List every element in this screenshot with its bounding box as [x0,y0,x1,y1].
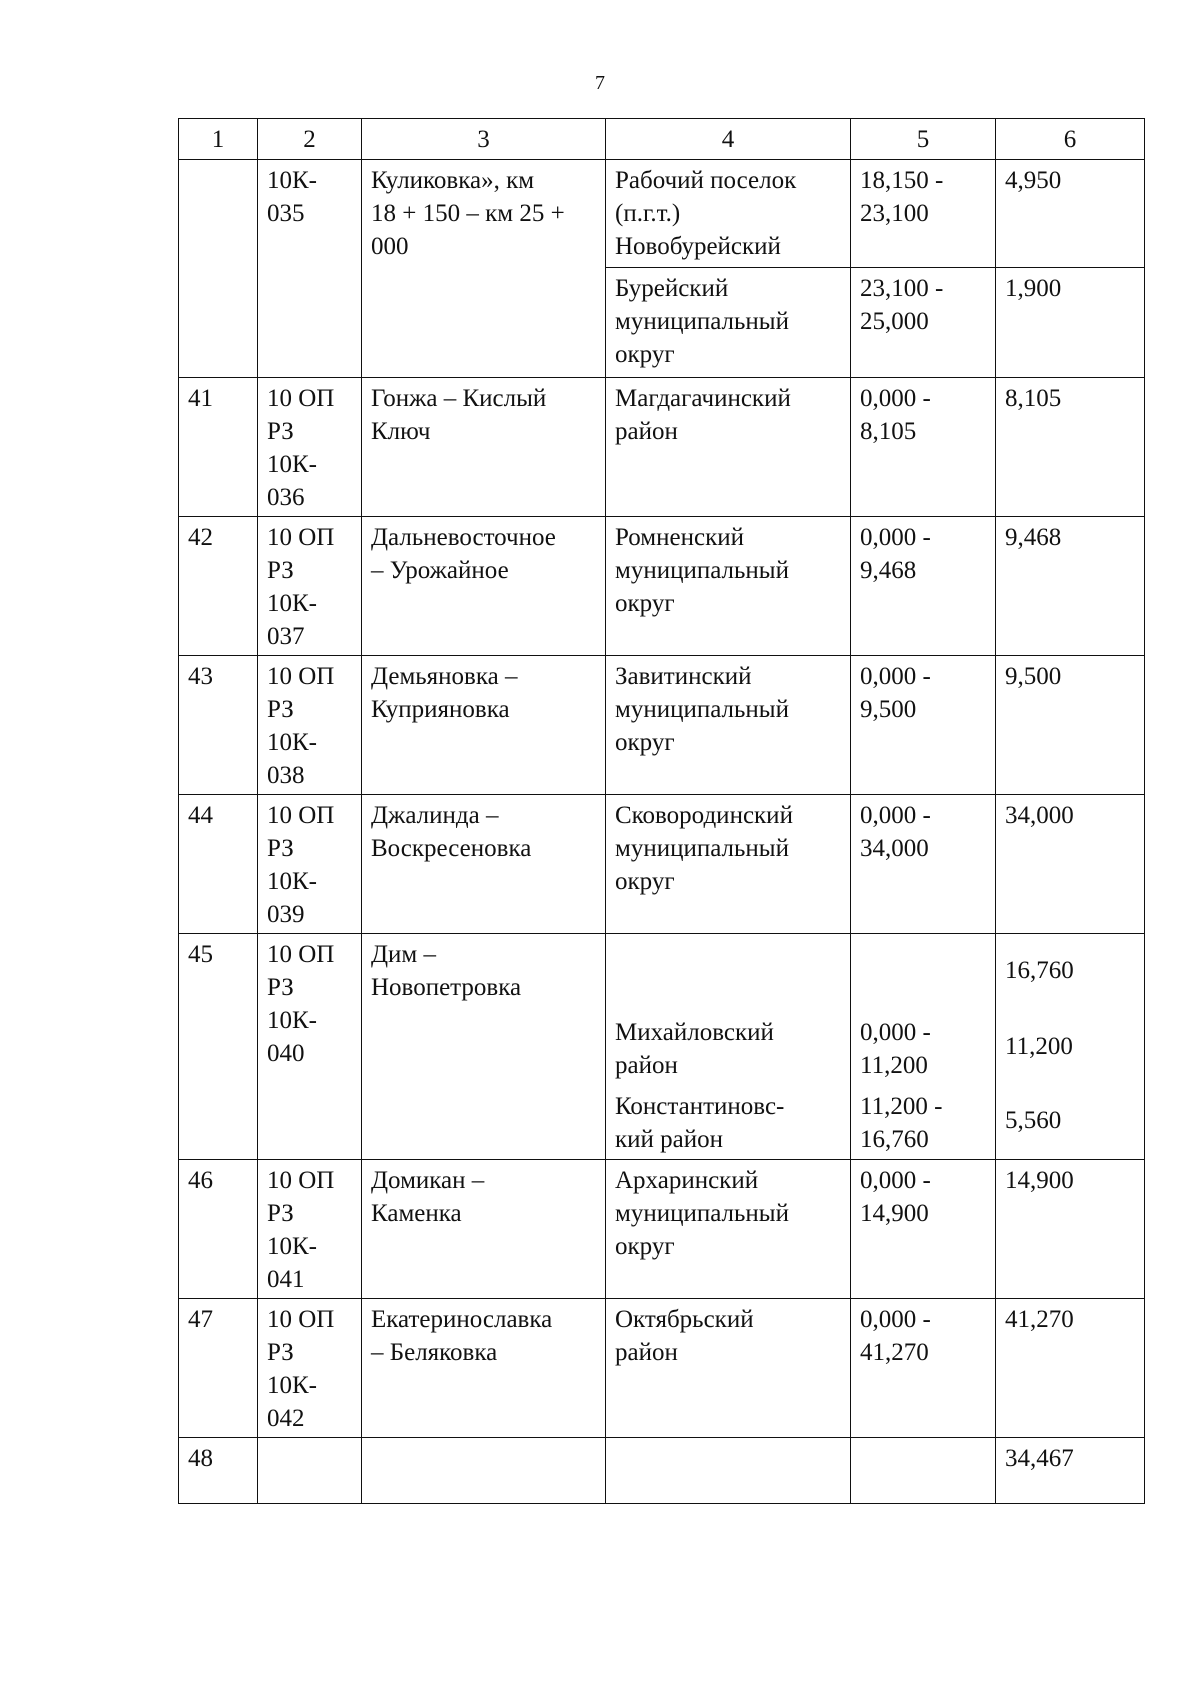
km-range-cell: 0,000 - 41,270 [851,1299,996,1438]
length-cell: 34,000 [996,795,1145,934]
km-range-segment: 0,000 - 11,200 [860,1019,931,1079]
district-stack-cell [606,934,851,1160]
table-row [179,160,1145,268]
district-cell: Архаринский муниципальный округ [606,1160,851,1299]
header-cell: 3 [362,119,606,160]
length-cell: 1,900 [996,268,1145,378]
table-row [179,656,1145,795]
row-number-cell: 41 [179,378,258,517]
road-code-cell: 10 ОП РЗ 10К- 038 [258,656,362,795]
road-code-cell: 10 ОП РЗ 10К- 040 [258,934,362,1160]
roads-table [178,118,1145,1504]
header-cell: 2 [258,119,362,160]
road-code-cell: 10 ОП РЗ 10К- 037 [258,517,362,656]
district-cell [606,1438,851,1504]
length-cell: 41,270 [996,1299,1145,1438]
length-cell: 4,950 [996,160,1145,268]
road-code-cell: 10 ОП РЗ 10К- 036 [258,378,362,517]
district-cell: Сковородинский муниципальный округ [606,795,851,934]
row-number-cell: 44 [179,795,258,934]
length-stack-cell [996,934,1145,1160]
page-number: 7 [595,72,605,94]
km-range-cell: 0,000 - 9,500 [851,656,996,795]
district-segment: Михайловский район [615,1019,774,1079]
row-number-cell [179,160,258,378]
road-name-cell: Куликовка», км 18 + 150 – км 25 + 000 [362,160,606,378]
km-range-cell: 0,000 - 34,000 [851,795,996,934]
table-row [179,795,1145,934]
row-number-cell: 47 [179,1299,258,1438]
district-cell: Бурейский муниципальный округ [606,268,851,378]
km-range-cell: 18,150 - 23,100 [851,160,996,268]
km-range-cell: 0,000 - 8,105 [851,378,996,517]
km-range-cell: 23,100 - 25,000 [851,268,996,378]
road-code-cell: 10 ОП РЗ 10К- 042 [258,1299,362,1438]
table-row [179,1160,1145,1299]
row-number-cell: 46 [179,1160,258,1299]
road-code-cell: 10 ОП РЗ 10К- 039 [258,795,362,934]
road-code-cell [258,1438,362,1504]
header-row [179,119,1145,160]
table-row [179,934,1145,1160]
district-cell: Ромненский муниципальный округ [606,517,851,656]
table-row [179,1438,1145,1504]
header-cell: 6 [996,119,1145,160]
length-segment: 11,200 [1005,1033,1073,1060]
length-cell: 9,468 [996,517,1145,656]
road-name-cell: Дим – Новопетровка [362,934,606,1160]
km-range-stack-cell [851,934,996,1160]
district-cell: Октябрьский район [606,1299,851,1438]
road-name-cell: Джалинда – Воскресеновка [362,795,606,934]
row-number-cell: 42 [179,517,258,656]
district-cell: Магдагачинский район [606,378,851,517]
length-segment: 5,560 [1005,1107,1062,1134]
road-name-cell: Екатеринославка – Беляковка [362,1299,606,1438]
row-number-cell: 43 [179,656,258,795]
km-range-segment: 11,200 - 16,760 [860,1093,943,1153]
road-code-cell: 10 ОП РЗ 10К- 041 [258,1160,362,1299]
road-name-cell: Демьяновка – Куприяновка [362,656,606,795]
district-cell: Рабочий поселок (п.г.т.) Новобурейский [606,160,851,268]
length-cell: 34,467 [996,1438,1145,1504]
district-segment: Константиновс- кий район [615,1093,785,1153]
header-cell: 5 [851,119,996,160]
header-cell: 1 [179,119,258,160]
table-row [179,1299,1145,1438]
table-row [179,517,1145,656]
row-number-cell: 45 [179,934,258,1160]
total-length-value: 16,760 [1005,957,1074,984]
length-cell: 8,105 [996,378,1145,517]
road-code-cell: 10К- 035 [258,160,362,378]
row-number-cell: 48 [179,1438,258,1504]
km-range-cell [851,1438,996,1504]
road-name-cell: Гонжа – Кислый Ключ [362,378,606,517]
table-row [179,378,1145,517]
km-range-cell: 0,000 - 9,468 [851,517,996,656]
road-name-cell: Домикан – Каменка [362,1160,606,1299]
length-cell: 14,900 [996,1160,1145,1299]
km-range-cell: 0,000 - 14,900 [851,1160,996,1299]
header-cell: 4 [606,119,851,160]
road-name-cell: Дальневосточное – Урожайное [362,517,606,656]
district-cell: Завитинский муниципальный округ [606,656,851,795]
length-cell: 9,500 [996,656,1145,795]
road-name-cell [362,1438,606,1504]
